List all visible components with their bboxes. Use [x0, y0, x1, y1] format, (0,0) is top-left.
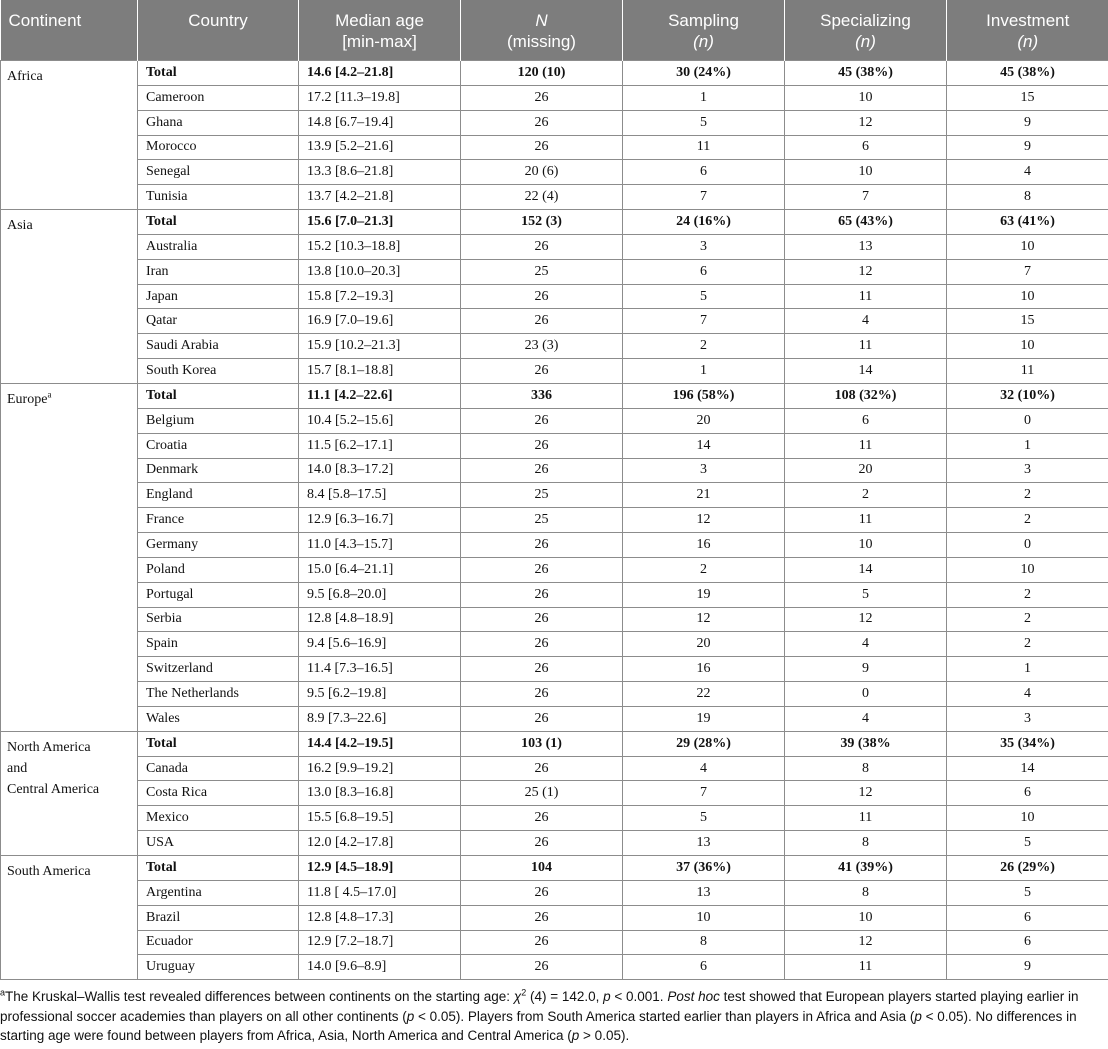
- sampling-cell: 196 (58%): [623, 383, 785, 408]
- investment-cell: 6: [947, 781, 1108, 806]
- n-missing-cell: 26: [461, 309, 623, 334]
- country-cell: Switzerland: [138, 657, 299, 682]
- country-row: [1, 955, 1108, 980]
- n-missing-cell: 25: [461, 483, 623, 508]
- country-row: [1, 706, 1108, 731]
- sampling-cell: 6: [623, 955, 785, 980]
- sampling-cell: 11: [623, 135, 785, 160]
- median-age-cell: 15.0 [6.4–21.1]: [299, 557, 461, 582]
- n-missing-cell: 26: [461, 284, 623, 309]
- sampling-cell: 13: [623, 831, 785, 856]
- country-cell: Total: [138, 61, 299, 86]
- specializing-cell: 108 (32%): [785, 383, 947, 408]
- investment-cell: 8: [947, 185, 1108, 210]
- median-age-cell: 13.9 [5.2–21.6]: [299, 135, 461, 160]
- continent-cell: [1, 731, 138, 855]
- investment-cell: 32 (10%): [947, 383, 1108, 408]
- sampling-cell: 1: [623, 359, 785, 384]
- investment-cell: 2: [947, 607, 1108, 632]
- investment-cell: 10: [947, 234, 1108, 259]
- country-cell: Costa Rica: [138, 781, 299, 806]
- median-age-cell: 14.6 [4.2–21.8]: [299, 61, 461, 86]
- country-row: [1, 905, 1108, 930]
- country-cell: Morocco: [138, 135, 299, 160]
- n-missing-cell: 25 (1): [461, 781, 623, 806]
- specializing-cell: 10: [785, 85, 947, 110]
- specializing-cell: 12: [785, 607, 947, 632]
- median-age-cell: 15.6 [7.0–21.3]: [299, 210, 461, 235]
- sampling-cell: 7: [623, 185, 785, 210]
- country-cell: Ghana: [138, 110, 299, 135]
- country-cell: Canada: [138, 756, 299, 781]
- country-cell: Ecuador: [138, 930, 299, 955]
- country-cell: The Netherlands: [138, 682, 299, 707]
- investment-cell: 2: [947, 582, 1108, 607]
- n-missing-cell: 26: [461, 706, 623, 731]
- investment-cell: 0: [947, 533, 1108, 558]
- specializing-cell: 0: [785, 682, 947, 707]
- continent-cell: [1, 383, 138, 731]
- country-row: [1, 756, 1108, 781]
- median-age-cell: 11.4 [7.3–16.5]: [299, 657, 461, 682]
- country-row: [1, 533, 1108, 558]
- n-missing-cell: 26: [461, 930, 623, 955]
- n-missing-cell: 26: [461, 135, 623, 160]
- country-row: [1, 806, 1108, 831]
- country-row: [1, 309, 1108, 334]
- specializing-cell: 11: [785, 433, 947, 458]
- country-row: [1, 930, 1108, 955]
- investment-cell: 10: [947, 334, 1108, 359]
- investment-cell: 2: [947, 483, 1108, 508]
- n-missing-cell: 336: [461, 383, 623, 408]
- investment-cell: 3: [947, 706, 1108, 731]
- country-row: [1, 408, 1108, 433]
- footnote: [0, 987, 1108, 1046]
- investment-cell: 4: [947, 682, 1108, 707]
- specializing-cell: 9: [785, 657, 947, 682]
- investment-cell: 9: [947, 955, 1108, 980]
- country-cell: Australia: [138, 234, 299, 259]
- investment-cell: 2: [947, 632, 1108, 657]
- specializing-cell: 11: [785, 508, 947, 533]
- median-age-cell: 13.3 [8.6–21.8]: [299, 160, 461, 185]
- n-missing-cell: 103 (1): [461, 731, 623, 756]
- continent-label: Africa: [7, 69, 43, 84]
- median-age-cell: 12.8 [4.8–17.3]: [299, 905, 461, 930]
- investment-cell: 1: [947, 433, 1108, 458]
- specializing-cell: 4: [785, 706, 947, 731]
- country-row: [1, 831, 1108, 856]
- sampling-cell: 3: [623, 458, 785, 483]
- specializing-cell: 6: [785, 408, 947, 433]
- specializing-cell: 45 (38%): [785, 61, 947, 86]
- investment-cell: 11: [947, 359, 1108, 384]
- country-cell: Total: [138, 731, 299, 756]
- n-missing-cell: 26: [461, 756, 623, 781]
- median-age-cell: 11.8 [ 4.5–17.0]: [299, 880, 461, 905]
- median-age-cell: 16.2 [9.9–19.2]: [299, 756, 461, 781]
- median-age-cell: 16.9 [7.0–19.6]: [299, 309, 461, 334]
- investment-cell: 9: [947, 110, 1108, 135]
- sampling-cell: 10: [623, 905, 785, 930]
- country-row: [1, 582, 1108, 607]
- median-age-cell: 9.5 [6.8–20.0]: [299, 582, 461, 607]
- country-cell: Japan: [138, 284, 299, 309]
- country-cell: Germany: [138, 533, 299, 558]
- sampling-cell: 2: [623, 334, 785, 359]
- investment-cell: 10: [947, 557, 1108, 582]
- country-row: [1, 632, 1108, 657]
- investment-cell: 7: [947, 259, 1108, 284]
- sampling-cell: 5: [623, 110, 785, 135]
- n-missing-cell: 120 (10): [461, 61, 623, 86]
- total-row: [1, 731, 1108, 756]
- median-age-cell: 8.9 [7.3–22.6]: [299, 706, 461, 731]
- median-age-cell: 9.5 [6.2–19.8]: [299, 682, 461, 707]
- sampling-cell: 12: [623, 508, 785, 533]
- header-continent: Continent: [1, 0, 138, 61]
- specializing-cell: 2: [785, 483, 947, 508]
- sampling-cell: 13: [623, 880, 785, 905]
- median-age-cell: 12.9 [4.5–18.9]: [299, 856, 461, 881]
- median-age-cell: 15.9 [10.2–21.3]: [299, 334, 461, 359]
- investment-cell: 9: [947, 135, 1108, 160]
- sampling-cell: 7: [623, 309, 785, 334]
- n-missing-cell: 20 (6): [461, 160, 623, 185]
- investment-cell: 6: [947, 905, 1108, 930]
- specializing-cell: 8: [785, 756, 947, 781]
- investment-cell: 26 (29%): [947, 856, 1108, 881]
- n-missing-cell: 26: [461, 408, 623, 433]
- median-age-cell: 13.7 [4.2–21.8]: [299, 185, 461, 210]
- investment-cell: 63 (41%): [947, 210, 1108, 235]
- n-missing-cell: 26: [461, 831, 623, 856]
- n-missing-cell: 26: [461, 905, 623, 930]
- sampling-cell: 8: [623, 930, 785, 955]
- country-cell: South Korea: [138, 359, 299, 384]
- continent-label: North America and Central America: [7, 739, 100, 797]
- specializing-cell: 39 (38%: [785, 731, 947, 756]
- total-row: [1, 856, 1108, 881]
- continent-label: South America: [7, 864, 91, 879]
- investment-cell: 3: [947, 458, 1108, 483]
- specializing-cell: 4: [785, 632, 947, 657]
- investment-cell: 14: [947, 756, 1108, 781]
- total-row: [1, 210, 1108, 235]
- total-row: [1, 61, 1108, 86]
- investment-cell: 0: [947, 408, 1108, 433]
- table-body: [1, 61, 1108, 980]
- n-missing-cell: 26: [461, 582, 623, 607]
- median-age-cell: 12.9 [7.2–18.7]: [299, 930, 461, 955]
- country-cell: Uruguay: [138, 955, 299, 980]
- header-row: [1, 0, 1108, 61]
- specializing-cell: 11: [785, 806, 947, 831]
- n-missing-cell: 26: [461, 433, 623, 458]
- country-row: [1, 781, 1108, 806]
- investment-cell: 10: [947, 806, 1108, 831]
- country-cell: Senegal: [138, 160, 299, 185]
- investment-cell: 2: [947, 508, 1108, 533]
- specializing-cell: 20: [785, 458, 947, 483]
- specializing-cell: 8: [785, 880, 947, 905]
- country-cell: Argentina: [138, 880, 299, 905]
- country-cell: Total: [138, 383, 299, 408]
- investment-cell: 4: [947, 160, 1108, 185]
- sampling-cell: 1: [623, 85, 785, 110]
- country-cell: Portugal: [138, 582, 299, 607]
- specializing-cell: 12: [785, 110, 947, 135]
- header-investment: Investment (n): [947, 0, 1108, 61]
- country-cell: Total: [138, 210, 299, 235]
- median-age-cell: 14.0 [9.6–8.9]: [299, 955, 461, 980]
- n-missing-cell: 26: [461, 607, 623, 632]
- country-row: [1, 880, 1108, 905]
- investment-cell: 15: [947, 309, 1108, 334]
- n-missing-cell: 23 (3): [461, 334, 623, 359]
- sampling-cell: 19: [623, 582, 785, 607]
- n-missing-cell: 22 (4): [461, 185, 623, 210]
- country-cell: USA: [138, 831, 299, 856]
- median-age-cell: 15.7 [8.1–18.8]: [299, 359, 461, 384]
- country-row: [1, 359, 1108, 384]
- sampling-cell: 2: [623, 557, 785, 582]
- sampling-cell: 3: [623, 234, 785, 259]
- country-cell: Denmark: [138, 458, 299, 483]
- median-age-cell: 9.4 [5.6–16.9]: [299, 632, 461, 657]
- specializing-cell: 41 (39%): [785, 856, 947, 881]
- median-age-cell: 14.8 [6.7–19.4]: [299, 110, 461, 135]
- continent-cell: [1, 856, 138, 980]
- sampling-cell: 19: [623, 706, 785, 731]
- specializing-cell: 12: [785, 259, 947, 284]
- country-row: [1, 135, 1108, 160]
- specializing-cell: 6: [785, 135, 947, 160]
- header-sampling: Sampling (n): [623, 0, 785, 61]
- country-cell: Mexico: [138, 806, 299, 831]
- specializing-cell: 12: [785, 781, 947, 806]
- specializing-cell: 65 (43%): [785, 210, 947, 235]
- specializing-cell: 11: [785, 334, 947, 359]
- n-missing-cell: 26: [461, 880, 623, 905]
- investment-cell: 45 (38%): [947, 61, 1108, 86]
- country-cell: Iran: [138, 259, 299, 284]
- median-age-cell: 12.9 [6.3–16.7]: [299, 508, 461, 533]
- median-age-cell: 13.8 [10.0–20.3]: [299, 259, 461, 284]
- n-missing-cell: 26: [461, 533, 623, 558]
- sampling-cell: 5: [623, 806, 785, 831]
- n-missing-cell: 104: [461, 856, 623, 881]
- sampling-cell: 6: [623, 160, 785, 185]
- country-row: [1, 433, 1108, 458]
- median-age-cell: 12.8 [4.8–18.9]: [299, 607, 461, 632]
- header-country: Country: [138, 0, 299, 61]
- sampling-cell: 4: [623, 756, 785, 781]
- country-row: [1, 234, 1108, 259]
- n-missing-cell: 26: [461, 632, 623, 657]
- header-specializing: Specializing (n): [785, 0, 947, 61]
- specializing-cell: 11: [785, 955, 947, 980]
- investment-cell: 35 (34%): [947, 731, 1108, 756]
- specializing-cell: 5: [785, 582, 947, 607]
- country-row: [1, 557, 1108, 582]
- specializing-cell: 12: [785, 930, 947, 955]
- n-missing-cell: 26: [461, 110, 623, 135]
- continent-cell: [1, 61, 138, 210]
- country-cell: France: [138, 508, 299, 533]
- sampling-cell: 16: [623, 657, 785, 682]
- median-age-cell: 12.0 [4.2–17.8]: [299, 831, 461, 856]
- country-cell: Croatia: [138, 433, 299, 458]
- country-cell: Cameroon: [138, 85, 299, 110]
- country-row: [1, 483, 1108, 508]
- n-missing-cell: 26: [461, 806, 623, 831]
- median-age-cell: 10.4 [5.2–15.6]: [299, 408, 461, 433]
- country-cell: Serbia: [138, 607, 299, 632]
- country-cell: Qatar: [138, 309, 299, 334]
- median-age-cell: 11.5 [6.2–17.1]: [299, 433, 461, 458]
- continent-label: Asia: [7, 218, 33, 234]
- specializing-cell: 10: [785, 533, 947, 558]
- sampling-cell: 29 (28%): [623, 731, 785, 756]
- sampling-cell: 20: [623, 408, 785, 433]
- continent-cell: [1, 210, 138, 384]
- sampling-cell: 37 (36%): [623, 856, 785, 881]
- country-row: [1, 682, 1108, 707]
- sampling-cell: 7: [623, 781, 785, 806]
- investment-cell: 6: [947, 930, 1108, 955]
- sampling-cell: 20: [623, 632, 785, 657]
- sampling-cell: 21: [623, 483, 785, 508]
- n-missing-cell: 26: [461, 458, 623, 483]
- sampling-cell: 14: [623, 433, 785, 458]
- sampling-cell: 30 (24%): [623, 61, 785, 86]
- investment-cell: 1: [947, 657, 1108, 682]
- header-median-age: Median age [min-max]: [299, 0, 461, 61]
- median-age-cell: 8.4 [5.8–17.5]: [299, 483, 461, 508]
- sampling-cell: 5: [623, 284, 785, 309]
- n-missing-cell: 26: [461, 557, 623, 582]
- country-row: [1, 607, 1108, 632]
- specializing-cell: 7: [785, 185, 947, 210]
- investment-cell: 5: [947, 831, 1108, 856]
- median-age-cell: 15.2 [10.3–18.8]: [299, 234, 461, 259]
- total-row: [1, 383, 1108, 408]
- header-n-missing: N (missing): [461, 0, 623, 61]
- country-cell: Poland: [138, 557, 299, 582]
- n-missing-cell: 26: [461, 682, 623, 707]
- country-row: [1, 458, 1108, 483]
- median-age-cell: 15.8 [7.2–19.3]: [299, 284, 461, 309]
- specializing-cell: 8: [785, 831, 947, 856]
- country-row: [1, 185, 1108, 210]
- specializing-cell: 4: [785, 309, 947, 334]
- country-cell: Spain: [138, 632, 299, 657]
- sampling-cell: 24 (16%): [623, 210, 785, 235]
- specializing-cell: 10: [785, 160, 947, 185]
- country-row: [1, 160, 1108, 185]
- n-missing-cell: 26: [461, 359, 623, 384]
- continent-footnote-marker: a: [47, 389, 52, 400]
- specializing-cell: 11: [785, 284, 947, 309]
- country-row: [1, 657, 1108, 682]
- specializing-cell: 10: [785, 905, 947, 930]
- country-cell: England: [138, 483, 299, 508]
- country-row: [1, 334, 1108, 359]
- continent-label: Europe: [7, 391, 48, 407]
- investment-cell: 15: [947, 85, 1108, 110]
- country-cell: Tunisia: [138, 185, 299, 210]
- median-age-cell: 13.0 [8.3–16.8]: [299, 781, 461, 806]
- median-age-cell: 15.5 [6.8–19.5]: [299, 806, 461, 831]
- country-cell: Wales: [138, 706, 299, 731]
- specializing-cell: 13: [785, 234, 947, 259]
- specializing-cell: 14: [785, 557, 947, 582]
- sampling-cell: 16: [623, 533, 785, 558]
- median-age-cell: 14.0 [8.3–17.2]: [299, 458, 461, 483]
- n-missing-cell: 26: [461, 234, 623, 259]
- country-row: [1, 110, 1108, 135]
- country-cell: Belgium: [138, 408, 299, 433]
- country-row: [1, 284, 1108, 309]
- investment-cell: 5: [947, 880, 1108, 905]
- country-cell: Total: [138, 856, 299, 881]
- investment-cell: 10: [947, 284, 1108, 309]
- country-cell: Saudi Arabia: [138, 334, 299, 359]
- median-age-cell: 11.0 [4.3–15.7]: [299, 533, 461, 558]
- n-missing-cell: 26: [461, 955, 623, 980]
- n-missing-cell: 25: [461, 508, 623, 533]
- specializing-cell: 14: [785, 359, 947, 384]
- n-missing-cell: 26: [461, 85, 623, 110]
- median-age-cell: 14.4 [4.2–19.5]: [299, 731, 461, 756]
- median-age-cell: 17.2 [11.3–19.8]: [299, 85, 461, 110]
- sampling-cell: 22: [623, 682, 785, 707]
- footnote-text: $^a$The Kruskal–Wallis test revealed differences between continents on the starting age: $\chi^2$ (4) = 142.0, p < 0.001. Post hoc test showed that European players started playing earlier in professional soccer academies than players on all other continents (p < 0.05). Players from South America started earlier than players in Africa and Asia (p < 0.05). No differences in starting age were found between players from Africa, Asia, North America and Central America (p > 0.05).: [0, 987, 1079, 1043]
- sampling-cell: 12: [623, 607, 785, 632]
- country-row: [1, 259, 1108, 284]
- country-row: [1, 508, 1108, 533]
- median-age-cell: 11.1 [4.2–22.6]: [299, 383, 461, 408]
- sampling-cell: 6: [623, 259, 785, 284]
- country-row: [1, 85, 1108, 110]
- n-missing-cell: 152 (3): [461, 210, 623, 235]
- n-missing-cell: 25: [461, 259, 623, 284]
- n-missing-cell: 26: [461, 657, 623, 682]
- country-cell: Brazil: [138, 905, 299, 930]
